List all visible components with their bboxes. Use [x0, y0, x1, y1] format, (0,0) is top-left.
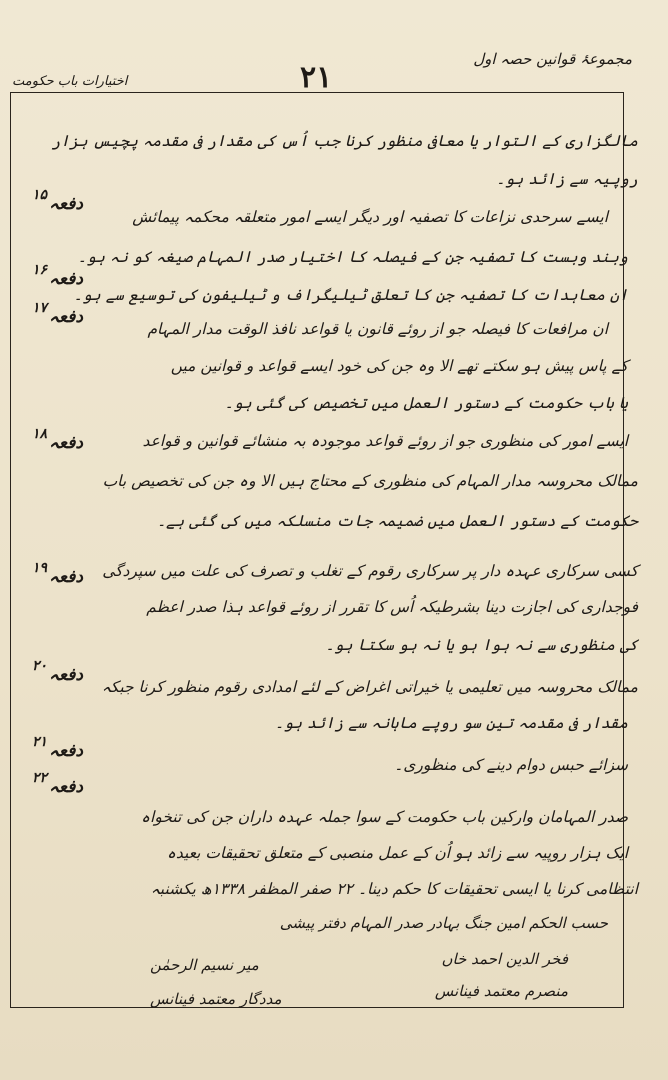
- text-line: ممالک محروسہ میں تعلیمی یا خیراتی اغراض کے لئے امدادی رقوم منظور کرنا جبکہ: [101, 678, 638, 696]
- text-line: حکومت کے دستور العمل میں ضمیمہ جات منسلکہ میں کی گئی ہے۔: [156, 512, 638, 530]
- signatory-left-title: مددگار معتمد فینانس: [150, 990, 282, 1008]
- text-line: ایسے سرحدی نزاعات کا تصفیہ اور دیگر ایسے امور متعلقہ محکمہ پیمائش: [132, 208, 608, 226]
- page-number: ۲۱: [300, 60, 333, 95]
- text-line: مالگزاری کے التوار یا معافی منظور کرنا جب اُس کی مقدار فی مقدمہ پچیس ہزار: [51, 132, 638, 150]
- order-line: حسب الحکم امین جنگ بہادر صدر المہام دفتر پیشی: [279, 914, 608, 932]
- section-marker-18: دفعہ$^{۱۸}$: [32, 426, 83, 453]
- signatory-right-name: فخر الدین احمد خاں: [441, 950, 568, 968]
- section-marker-16: دفعہ$^{۱۶}$: [32, 262, 83, 289]
- text-line: ایسے امور کی منظوری جو از روئے قواعد موجودہ بہ منشائے قوانین و قواعد: [142, 432, 628, 450]
- section-title: اختیارات باب حکومت: [12, 74, 128, 89]
- text-line: ممالک محروسہ مدار المہام کی منظوری کے محتاج ہیں الا وہ جن کی تخصیص باب: [102, 472, 638, 490]
- signatory-left-name: میر نسیم الرحمٰن: [150, 956, 259, 974]
- section-marker-19: دفعہ$^{۱۹}$: [32, 560, 83, 587]
- text-line: سزائے حبس دوام دینے کی منظوری۔: [394, 756, 628, 774]
- text-line: یا باب حکومت کے دستور العمل میں تخصیص کی گئی ہو۔: [224, 394, 628, 412]
- text-line: انتظامی کرنا یا ایسی تحقیقات کا حکم دینا۔ ۲۲ صفر المظفر ۱۳۳۸ھ یکشنبہ: [150, 880, 638, 898]
- text-line: وبند وبست کا تصفیہ جن کے فیصلہ کا اختیار صدر المہام صیغہ کو نہ ہو۔: [77, 248, 628, 266]
- section-marker-15: دفعہ$^{۱۵}$: [32, 187, 83, 214]
- signatory-right-title: منصرم معتمد فینانس: [434, 982, 568, 1000]
- section-marker-17: دفعہ$^{۱۷}$: [32, 300, 83, 327]
- section-marker-20: دفعہ$^{۲۰}$: [32, 658, 83, 685]
- book-title: مجموعۂ قوانین حصہ اول: [473, 50, 632, 68]
- text-line: مقدار فی مقدمہ تین سو روپے ماہانہ سے زائد ہو۔: [274, 714, 628, 732]
- text-line: فوجداری کی اجازت دینا بشرطیکہ اُس کا تقرر از روئے قواعد ہذا صدر اعظم: [146, 598, 638, 616]
- section-marker-22: دفعہ$^{۲۲}$: [32, 770, 83, 797]
- text-line: کے پاس پیش ہو سکتے تھے الا وہ جن کی خود ایسے قواعد و قوانین میں: [170, 357, 628, 375]
- section-marker-21: دفعہ$^{۲۱}$: [32, 734, 83, 761]
- text-line: روپیہ سے زائد ہو۔: [496, 170, 638, 188]
- text-line: ایک ہزار روپیہ سے زائد ہو اُن کے عمل منصبی کے متعلق تحقیقات بعیدہ: [166, 844, 628, 862]
- text-line: کی منظوری سے نہ ہوا ہو یا نہ ہو سکتا ہو۔: [325, 636, 638, 654]
- text-line: ان مرافعات کا فیصلہ جو از روئے قانون یا قواعد نافذ الوقت مدار المہام: [147, 320, 608, 338]
- text-frame: [10, 92, 624, 1008]
- text-line: صدر المہامان وارکین باب حکومت کے سوا جملہ عہدہ داران جن کی تنخواہ: [140, 808, 628, 826]
- text-line: ان معاہدات کا تصفیہ جن کا تعلق ٹیلیگراف و ٹیلیفون کی توسیع سے ہو۔: [73, 286, 628, 304]
- text-line: کسی سرکاری عہدہ دار پر سرکاری رقوم کے تغلب و تصرف کی علت میں سپردگی: [102, 562, 638, 580]
